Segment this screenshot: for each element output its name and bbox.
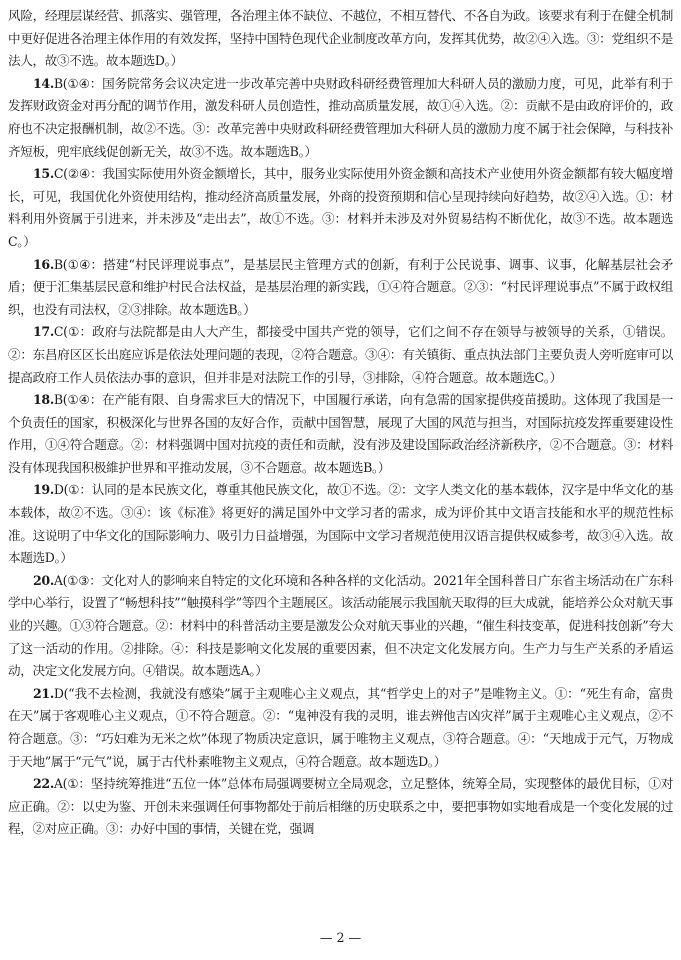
answer-item [8, 570, 673, 683]
answer-item [8, 683, 673, 773]
page-number: — 2 — [319, 930, 362, 945]
answer-item [8, 163, 673, 253]
answer-explanation: D(“我不去检测，我就没有感染”属于主观唯心主义观点，其“哲学史上的对子”是唯物主义。①：“死生有命，富贵在天”属于客观唯心主义观点，①不符合题意。②：“鬼神没有我的灵明，谁去辨他吉凶灾祥”属于主观唯心主义观点，②不符合题意。③：“巧妇难为无米之炊”体现了物质决定意识，属于唯物主义观点，③符合题意。④：“天地成于元气，万物成于天地”属于“元气”说，属于古代朴素唯物主义观点，④符合题意。故本题选D。） [8, 685, 673, 769]
answer-item [8, 254, 673, 322]
answer-explanation: C(②④：我国实际使用外资金额增长，其中，服务业实际使用外资金额和高技术产业使用外资金额都有较大幅度增长，可见，我国优化外资使用结构，推动经济高质量发展，外商的投资预期和信心呈现持续向好趋势，故②④入选。①：材料利用外资属于引进来，并未涉及“走出去”，故①不选。③：材料并未涉及对外贸易结构不断优化，故③不选。故本题选C。） [8, 166, 673, 249]
answer-explanation: D(①：认同的是本民族文化，尊重其他民族文化，故①不选。②：文字人类文化的基本载体，汉字是中华文化的基本载体，故②不选。③④：该《标准》将更好的满足国外中文学习者的需求，成为评价其中文语言技能和水平的规范性标准。这说明了中华文化的国际影响力、吸引力日益增强，为国际中文学习者规范使用汉语言提供权威参考，故③④入选。故本题选D。） [8, 482, 673, 566]
answer-explanation: B(①④：国务院常务会议决定进一步改革完善中央财政科研经费管理加大科研人员的激励力度，可见，此举有利于发挥财政资金对再分配的调节作用，激发科研人员创造性，推动高质量发展，故①④入选。②：贡献不是由政府评价的，政府也不决定报酬机制，故②不选。③：改革完善中央财政科研经费管理加大科研人员的激励力度不属于社会保障，与科技补齐短板，兜牢底线促创新无关，故③不选。故本题选B。） [8, 75, 673, 159]
question-number: 17. [33, 324, 54, 340]
question-number: 21. [33, 685, 54, 701]
question-number: 19. [33, 482, 54, 498]
answer-item [8, 389, 673, 479]
answer-item [8, 479, 673, 569]
answer-explanation: C(①：政府与法院都是由人大产生，都接受中国共产党的领导，它们之间不存在领导与被领导的关系，①错误。②：东昌府区区长出庭应诉是依法处理问题的表现，②符合题意。③④：有关镇街、重点执法部门主要负责人旁听庭审可以提高政府工作人员依法办事的意识，但并非是对法院工作的引导，③排除，④符合题意。故本题选C。） [8, 324, 673, 385]
answer-item [8, 73, 673, 163]
answer-explanation: A(①：坚持统筹推进“五位一体”总体布局强调要树立全局观念，立足整体，统筹全局，实现整体的最优目标，①对应正确。②：以史为鉴、开创未来强调任何事物都处于前后相继的历史联系之中，要把事物如实地看成是一个变化发展的过程，②对应正确。③：办好中国的事情，关键在党，强调 [8, 776, 673, 837]
continued-paragraph: 风险，经理层谋经营、抓落实、强管理，各治理主体不缺位、不越位，不相互替代、不各自为政。该要求有利于在健全机制中更好促进各治理主体作用的有效发挥，坚持中国特色现代企业制度改革方向，发挥其优势，故②④入选。③：党组织不是法人，故③不选。故本题选D。） [8, 8, 673, 69]
page-content [8, 5, 673, 841]
answer-explanation: B(①④：在产能有限、自身需求巨大的情况下，中国履行承诺，向有急需的国家提供疫苗援助。这体现了我国是一个负责任的国家，积极深化与世界各国的友好合作，贡献中国智慧，展现了大国的风范与担当，对国际抗疫发挥重要建设性作用，①④符合题意。②：材料强调中国对抗疫的责任和贡献，没有涉及建设国际政治经济新秩序，②不合题意。③：材料没有体现我国积极維护世界和平推动发展，③不合题意。故本题选B。） [8, 392, 673, 475]
question-list [8, 73, 673, 841]
answer-explanation: A(①③：文化对人的影响来自特定的文化环境和各种各样的文化活动。2021年全国科普日广东省主场活动在广东科学中心举行，设置了“畅想科技”“触摸科学”等四个主题展区。该活动能展示我国航天取得的巨大成就，能培养公众对航天事业的兴趣。①③符合题意。②：材料中的科普活动主要是激发公众对航天事业的兴趣，“催生科技变革，促进科技创新”夸大了这一活动的作用。②排除。④：科技是影响文化发展的重要因素，但不决定文化发展方向。生产力与生产关系的矛盾运动，决定文化发展方向。④错误。故本题选A。） [8, 572, 673, 679]
question-number: 15. [33, 166, 54, 182]
question-number: 20. [33, 572, 54, 588]
question-number: 16. [33, 256, 54, 272]
answer-item [8, 773, 673, 841]
answer-explanation: B(①④：搭建“村民评理说事点”，是基层民主管理方式的创新，有利于公民说事、调事、议事，化解基层社会矛盾；便于汇集基层民意和维护村民合法权益，是基层治理的新实践，①④符合题意。②③：“村民评理说事点”不属于政权组织，也没有司法权，②③排除。故本题选B。） [8, 256, 673, 317]
question-number: 14. [33, 75, 54, 91]
question-number: 22. [33, 776, 54, 792]
answer-item [8, 321, 673, 389]
question-number: 18. [33, 392, 54, 408]
